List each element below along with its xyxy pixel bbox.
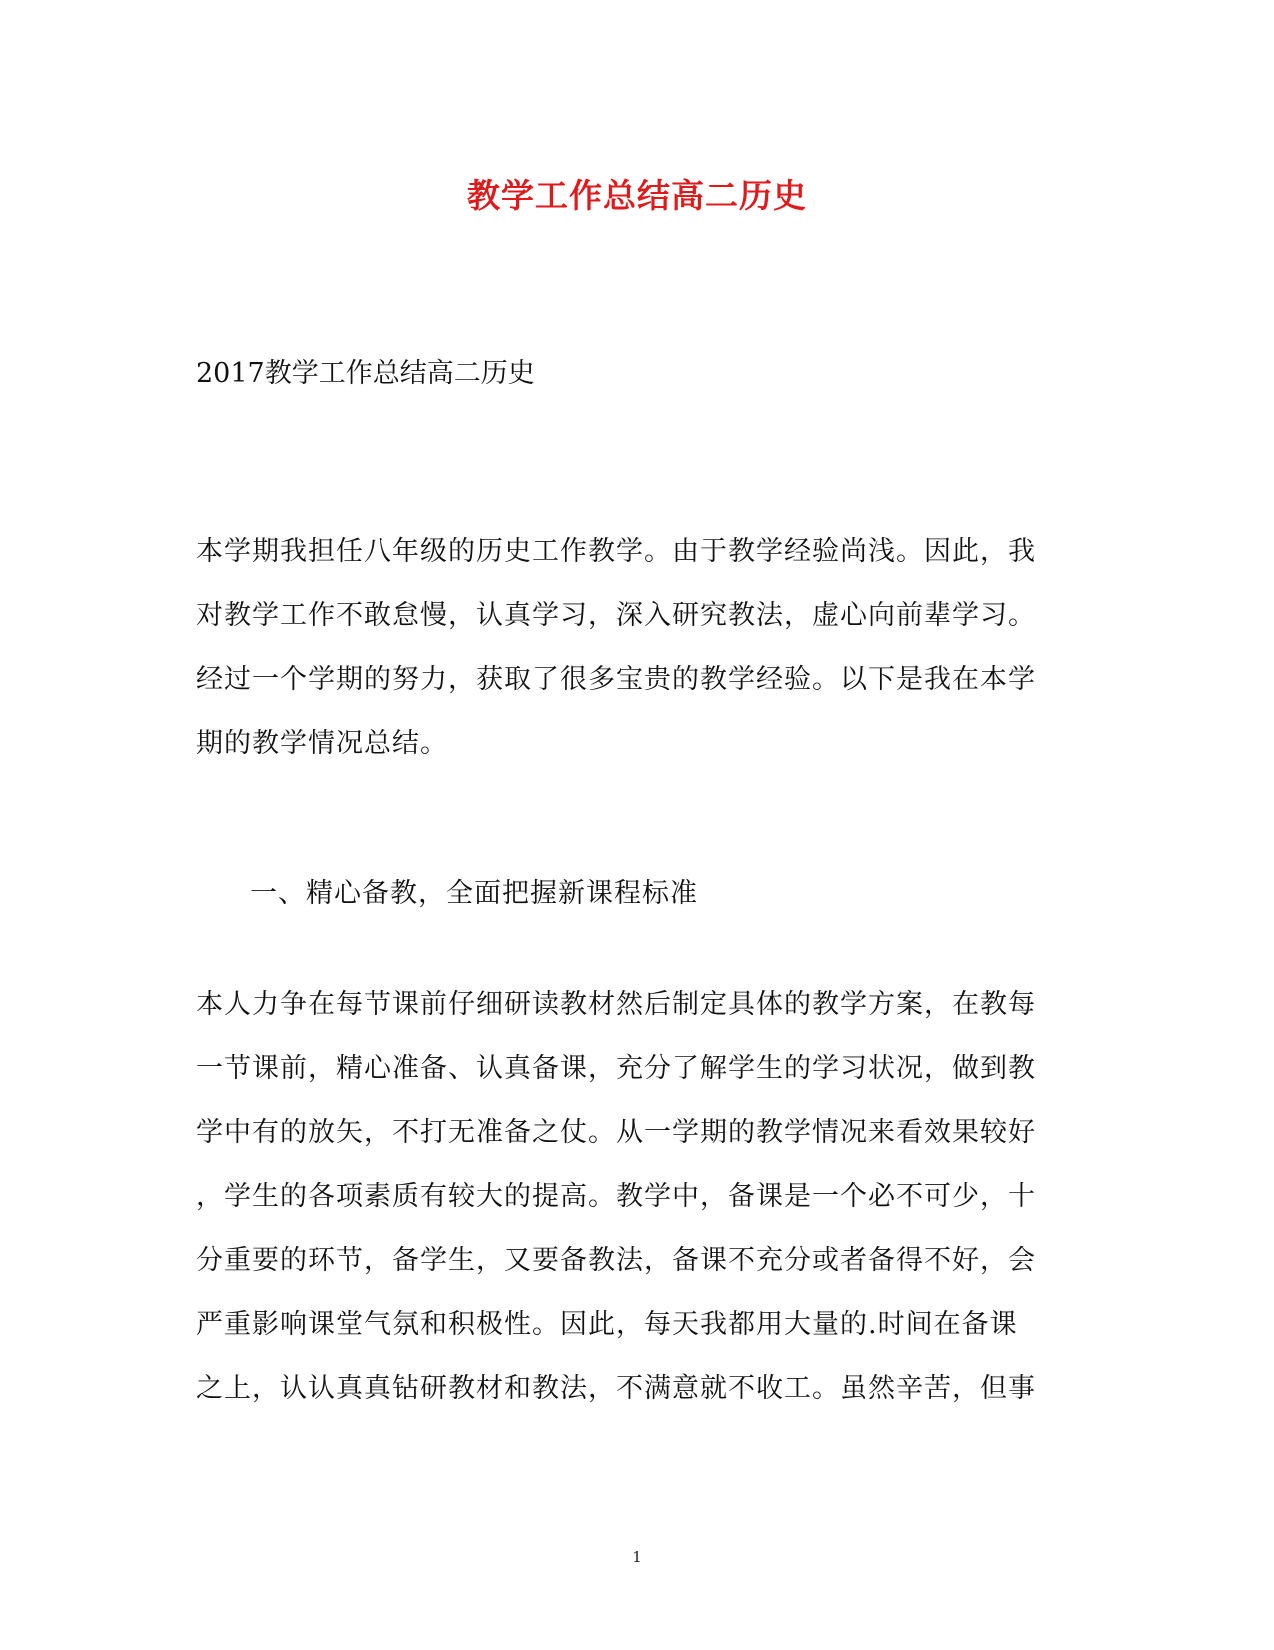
paragraph-line: 之上，认认真真钻研教材和教法，不满意就不收工。虽然辛苦，但事: [196, 1373, 1036, 1404]
paragraph-line: 期的教学情况总结。: [196, 728, 448, 759]
paragraph-line: 本学期我担任八年级的历史工作教学。由于教学经验尚浅。因此，我: [196, 536, 1036, 567]
paragraph-line: 学中有的放矢，不打无准备之仗。从一学期的教学情况来看效果较好: [196, 1117, 1036, 1148]
paragraph-line: 严重影响课堂气氛和积极性。因此，每天我都用大量的.时间在备课: [196, 1309, 1018, 1340]
paragraph-line: 一节课前，精心准备、认真备课，充分了解学生的学习状况，做到教: [196, 1053, 1036, 1084]
section-heading: 一、精心备教，全面把握新课程标准: [250, 878, 698, 909]
paragraph-line: 分重要的环节，备学生，又要备教法，备课不充分或者备得不好，会: [196, 1245, 1036, 1276]
intro-paragraph: [196, 520, 1076, 776]
page-number: 1: [632, 1548, 642, 1566]
paragraph-line: 经过一个学期的努力，获取了很多宝贵的教学经验。以下是我在本学: [196, 664, 1036, 695]
body-paragraph: [196, 973, 1076, 1421]
paragraph-line: ，学生的各项素质有较大的提高。教学中，备课是一个必不可少，十: [196, 1181, 1036, 1212]
document-title: 教学工作总结高二历史: [467, 176, 807, 215]
paragraph-line: 本人力争在每节课前仔细研读教材然后制定具体的教学方案，在教每: [196, 989, 1036, 1020]
paragraph-line: 对教学工作不敢怠慢，认真学习，深入研究教法，虚心向前辈学习。: [196, 600, 1036, 631]
document-subtitle: 2017教学工作总结高二历史: [196, 358, 535, 389]
